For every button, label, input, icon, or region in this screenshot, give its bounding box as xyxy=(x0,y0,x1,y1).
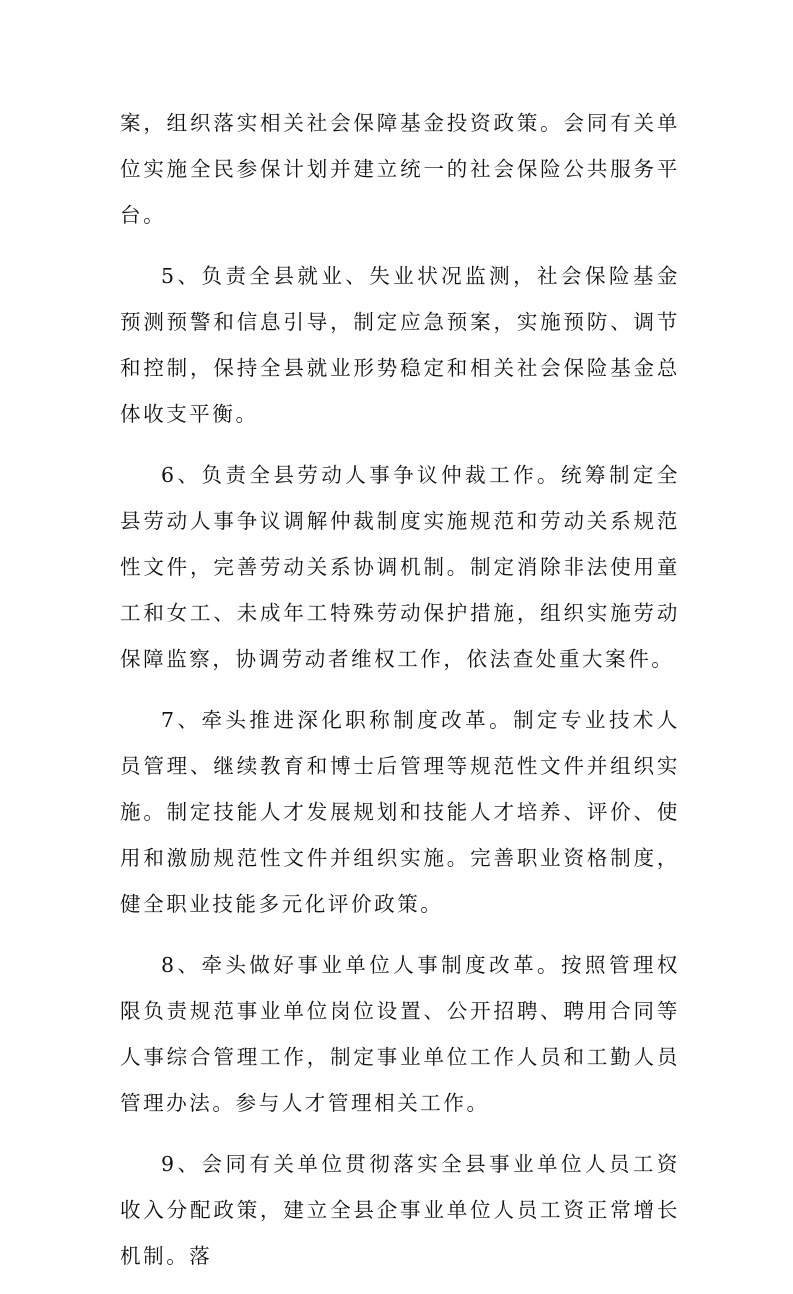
paragraph-item-5: 5、负责全县就业、失业状况监测，社会保险基金预测预警和信息引导，制定应急预案，实施预防、调节和控制，保持全县就业形势稳定和相关社会保险基金总体收支平衡。 xyxy=(120,264,680,426)
paragraph-item-7: 7、牵头推进深化职称制度改革。制定专业技术人员管理、继续教育和博士后管理等规范性文件并组织实施。制定技能人才发展规划和技能人才培养、评价、使用和激励规范性文件并组织实施。完善职业资格制度，健全职业技能多元化评价政策。 xyxy=(120,708,680,916)
paragraph-item-6: 6、负责全县劳动人事争议仲裁工作。统筹制定全县劳动人事争议调解仲裁制度实施规范和劳动关系规范性文件，完善劳动关系协调机制。制定消除非法使用童工和女工、未成年工特殊劳动保护措施，组织实施劳动保障监察，协调劳动者维权工作，依法查处重大案件。 xyxy=(120,463,680,671)
document-body xyxy=(120,100,680,1294)
paragraph-item-9: 9、会同有关单位贯彻落实全县事业单位人员工资收入分配政策，建立全县企事业单位人员工资正常增长机制。落 xyxy=(120,1152,680,1268)
paragraph-continuation: 案，组织落实相关社会保障基金投资政策。会同有关单位实施全民参保计划并建立统一的社会保险公共服务平台。 xyxy=(120,111,680,227)
paragraph-item-8: 8、牵头做好事业单位人事制度改革。按照管理权限负责规范事业单位岗位设置、公开招聘、聘用合同等人事综合管理工作，制定事业单位工作人员和工勤人员管理办法。参与人才管理相关工作。 xyxy=(120,953,680,1115)
